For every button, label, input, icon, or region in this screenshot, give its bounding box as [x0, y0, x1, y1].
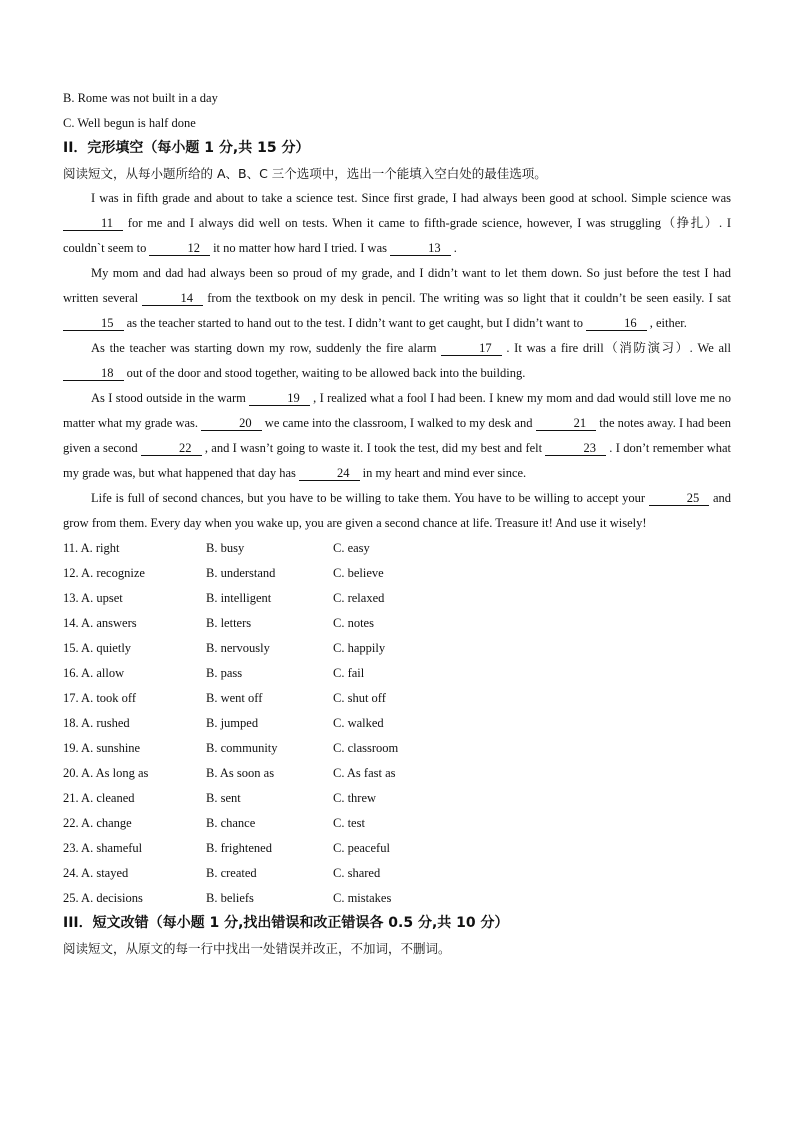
option-c-line: C. Well begun is half done [63, 116, 196, 130]
option-row-25 [63, 886, 731, 911]
option-c: C. mistakes [333, 891, 392, 905]
option-c: C. happily [333, 641, 386, 655]
option-a: 15. A. quietly [63, 641, 132, 655]
passage-text: , and I wasn’t going to waste it. I took the test, did my best and felt [201, 441, 546, 455]
blank-25: 25 [649, 491, 710, 506]
option-b: B. sent [206, 791, 241, 805]
options-list [63, 536, 731, 911]
option-b: B. community [206, 741, 278, 755]
option-row-19 [63, 736, 731, 761]
blank-14: 14 [142, 291, 203, 306]
passage-paragraph-5 [63, 486, 731, 536]
option-b: B. nervously [206, 641, 270, 655]
option-c: C. classroom [333, 741, 399, 755]
passage-text: , either. [646, 316, 687, 330]
option-a: 11. A. right [63, 541, 120, 555]
option-row-24 [63, 861, 731, 886]
option-row-12 [63, 561, 731, 586]
passage-text: and grow from them. Every day when you wake up, you are given a second chance at life. Treasure it! And use it wisely! [63, 491, 731, 530]
passage-text: . I don’t remember what my grade was, but what happened that day has [63, 441, 732, 480]
passage-text: it no matter how hard I tried. I was [209, 241, 391, 255]
passage-text: As the teacher was starting down my row, suddenly the fire alarm [91, 341, 442, 355]
option-row-11 [63, 536, 731, 561]
option-a: 22. A. change [63, 816, 132, 830]
passage-paragraph-4 [63, 386, 731, 486]
option-a: 21. A. cleaned [63, 791, 135, 805]
blank-15: 15 [63, 316, 124, 331]
option-row-16 [63, 661, 731, 686]
passage-paragraph-3 [63, 336, 731, 386]
blank-12: 12 [149, 241, 210, 256]
option-row-18 [63, 711, 731, 736]
option-row-23 [63, 836, 731, 861]
option-c: C. As fast as [333, 766, 396, 780]
passage-text: we came into the classroom, I walked to my desk and [261, 416, 536, 430]
passage-text: the notes away. I had been given a second [63, 416, 732, 455]
blank-18: 18 [63, 366, 124, 381]
option-c: C. fail [333, 666, 365, 680]
passage-text: . It was a fire drill（消防演习）. We all [501, 341, 732, 355]
option-c: C. notes [333, 616, 374, 630]
option-a: 12. A. recognize [63, 566, 145, 580]
option-a: 18. A. rushed [63, 716, 130, 730]
option-c: C. test [333, 816, 365, 830]
passage-text: in my heart and mind ever since. [359, 466, 527, 480]
blank-21: 21 [536, 416, 597, 431]
section-3-heading: III．短文改错（每小题 1 分,找出错误和改正错误各 0.5 分,共 10 分） [63, 915, 509, 931]
option-b: B. letters [206, 616, 252, 630]
option-b: B. busy [206, 541, 245, 555]
passage-text: My mom and dad had always been so proud of my grade, and I didn’t want to let them down. So just before the test I had written several [63, 266, 731, 305]
option-row-22 [63, 811, 731, 836]
option-a: 14. A. answers [63, 616, 137, 630]
section-2-instruction: 阅读短文，从每小题所给的 A、B、C 三个选项中，选出一个能填入空白处的最佳选项。 [63, 166, 547, 181]
section-2-heading: II．完形填空（每小题 1 分,共 15 分） [63, 140, 310, 156]
option-b: B. As soon as [206, 766, 275, 780]
option-b: B. pass [206, 666, 243, 680]
option-c: C. shut off [333, 691, 386, 705]
option-b: B. frightened [206, 841, 272, 855]
option-b-line: B. Rome was not built in a day [63, 91, 218, 105]
option-a: 16. A. allow [63, 666, 125, 680]
passage-text: I was in fifth grade and about to take a science test. Since first grade, I had always been good at school. Simple science was [91, 191, 731, 205]
option-row-14 [63, 611, 731, 636]
option-a: 19. A. sunshine [63, 741, 141, 755]
option-c: C. threw [333, 791, 377, 805]
option-c: C. easy [333, 541, 370, 555]
passage-text: from the textbook on my desk in pencil. The writing was so light that it couldn’t be seen easily. I sat [202, 291, 731, 305]
option-c: C. believe [333, 566, 384, 580]
passage-paragraph-1 [63, 186, 731, 261]
option-c: C. walked [333, 716, 384, 730]
option-row-21 [63, 786, 731, 811]
section-3-instruction: 阅读短文，从原文的每一行中找出一处错误并改正，不加词，不删词。 [63, 941, 451, 956]
option-b: B. jumped [206, 716, 259, 730]
option-a: 20. A. As long as [63, 766, 149, 780]
blank-17: 17 [441, 341, 502, 356]
option-a: 24. A. stayed [63, 866, 129, 880]
option-a: 25. A. decisions [63, 891, 143, 905]
option-b: B. created [206, 866, 257, 880]
option-row-17 [63, 686, 731, 711]
passage-text: out of the door and stood together, waiting to be allowed back into the building. [123, 366, 526, 380]
passage-text: . [450, 241, 457, 255]
blank-23: 23 [545, 441, 606, 456]
option-row-15 [63, 636, 731, 661]
option-a: 23. A. shameful [63, 841, 143, 855]
option-b: B. beliefs [206, 891, 254, 905]
option-b: B. chance [206, 816, 256, 830]
option-row-13 [63, 586, 731, 611]
blank-16: 16 [586, 316, 647, 331]
blank-19: 19 [249, 391, 310, 406]
passage-text: for me and I always did well on tests. When it came to fifth-grade science, however, I was struggling（挣扎）. I couldn`t seem to [63, 216, 731, 255]
option-c: C. relaxed [333, 591, 385, 605]
blank-11: 11 [63, 216, 123, 231]
option-a: 17. A. took off [63, 691, 137, 705]
passage-text: Life is full of second chances, but you have to be willing to take them. You have to be willing to accept your [91, 491, 649, 505]
option-row-20 [63, 761, 731, 786]
option-b: B. went off [206, 691, 263, 705]
passage-text: as the teacher started to hand out to the test. I didn’t want to get caught, but I didn’t want to [123, 316, 587, 330]
blank-13: 13 [390, 241, 451, 256]
option-c: C. shared [333, 866, 381, 880]
passage-text: , I realized what a fool I had been. I knew my mom and dad would still love me no matter what my grade was. [63, 391, 731, 430]
blank-22: 22 [141, 441, 202, 456]
page-content [63, 86, 731, 961]
option-a: 13. A. upset [63, 591, 123, 605]
option-b: B. intelligent [206, 591, 272, 605]
blank-24: 24 [299, 466, 360, 481]
passage-text: As I stood outside in the warm [91, 391, 250, 405]
passage-paragraph-2 [63, 261, 731, 336]
blank-20: 20 [201, 416, 262, 431]
option-c: C. peaceful [333, 841, 390, 855]
option-b: B. understand [206, 566, 276, 580]
